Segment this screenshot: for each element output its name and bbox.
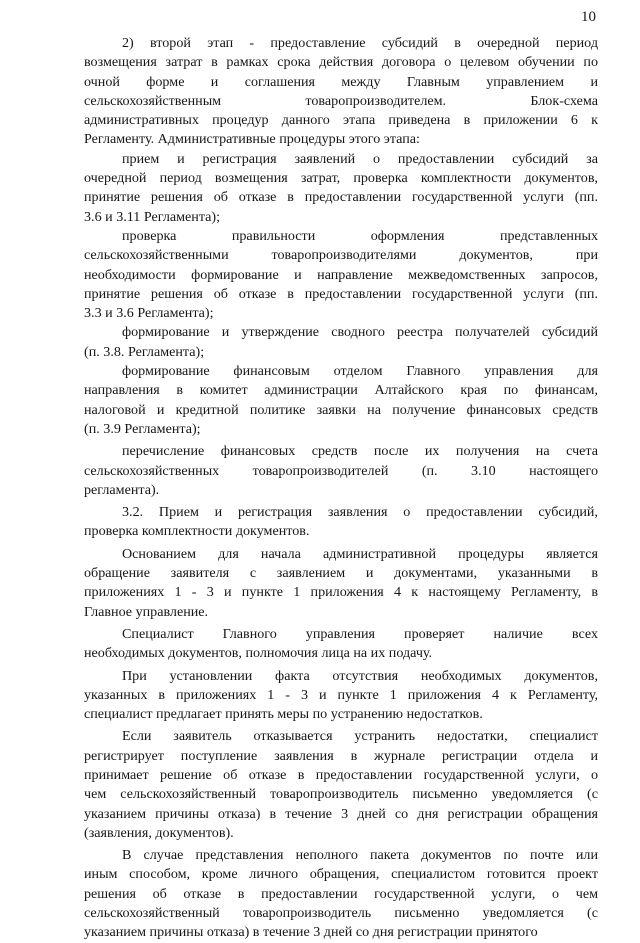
text-line: (п. 3.9 Регламента); — [84, 420, 201, 437]
text-line: очной форме и соглашения между Главным управлением и — [84, 73, 598, 90]
text-line: указанных в приложениях 1 - 3 и пункте 1 приложения 4 к Регламенту, — [84, 686, 598, 703]
text-line: проверка комплектности документов. — [84, 523, 310, 540]
text-line: указанием причины отказа) в течение 3 дней со дня регистрации обращения — [84, 805, 598, 822]
paragraph-p8 — [84, 545, 598, 622]
text-line: сельскохозяйственный товаропроизводитель письменно уведомляется (с — [84, 905, 598, 922]
text-line: очередной период возмещения затрат, проверка комплектности документов, — [84, 170, 598, 187]
paragraph-p12 — [84, 846, 598, 942]
text-line: регистрирует поступление заявления в журнале регистрации отдела и — [84, 747, 598, 764]
text-line: приложениях 1 - 3 и пункте 1 приложения 4 к настоящему Регламенту, в — [84, 584, 598, 601]
paragraph-p3 — [84, 227, 598, 323]
text-line: необходимости формирование и направление межведомственных запросов, — [84, 266, 598, 283]
text-line: регламента). — [84, 481, 160, 498]
paragraph-p10 — [84, 667, 598, 725]
document-body — [84, 34, 598, 943]
text-line: перечисление финансовых средств после их получения на счета — [122, 443, 598, 460]
text-line: Основанием для начала административной процедуры является — [122, 545, 598, 562]
text-line: принимает решение об отказе в предоставлении государственной услуги, о — [84, 766, 598, 783]
text-line: 3.2. Прием и регистрация заявления о предоставлении субсидий, — [122, 504, 598, 521]
text-line: сельскохозяйственным товаропроизводителем. Блок-схема — [84, 92, 598, 109]
paragraph-p2 — [84, 150, 598, 227]
paragraph-p4 — [84, 323, 598, 362]
paragraph-p5 — [84, 362, 598, 439]
text-line: сельскохозяйственными товаропроизводителями документов, при — [84, 247, 598, 264]
text-line: (заявления, документов). — [84, 824, 234, 841]
paragraph-p6 — [84, 442, 598, 500]
text-line: Регламенту. Административные процедуры этого этапа: — [84, 131, 420, 148]
text-line: 3.3 и 3.6 Регламента); — [84, 305, 214, 322]
text-line: иным способом, кроме личного обращения, специалистом готовится проект — [84, 866, 598, 883]
page-number: 10 — [581, 9, 596, 25]
paragraph-p7 — [84, 503, 598, 542]
text-line: указанием причины отказа) в течение 3 дней со дня регистрации принятого — [84, 924, 538, 941]
text-line: (п. 3.8. Регламента); — [84, 343, 205, 360]
text-line: специалист предлагает принять меры по устранению недостатков. — [84, 706, 483, 723]
text-line: принятие решения об отказе в предоставлении государственной услуги (пп. — [84, 285, 598, 302]
text-line: принятие решения об отказе в предоставлении государственной услуги (пп. — [84, 189, 598, 206]
text-line: формирование финансовым отделом Главного управления для — [122, 363, 598, 380]
text-line: чем сельскохозяйственный товаропроизводитель письменно уведомляется (с — [84, 786, 598, 803]
text-line: необходимых документов, полномочия лица на их подачу. — [84, 645, 433, 662]
text-line: проверка правильности оформления представленных — [122, 227, 598, 244]
text-line: Специалист Главного управления проверяет наличие всех — [122, 625, 598, 642]
text-line: формирование и утверждение сводного реестра получателей субсидий — [122, 324, 598, 341]
text-line: При установлении факта отсутствия необходимых документов, — [122, 667, 598, 684]
text-line: прием и регистрация заявлений о предоставлении субсидий за — [122, 150, 598, 167]
text-line: решения об отказе в предоставлении государственной услуги, о чем — [84, 885, 598, 902]
text-line: В случае представления неполного пакета документов по почте или — [122, 847, 598, 864]
text-line: направления в комитет администрации Алтайского края по финансам, — [84, 382, 598, 399]
text-line: Главное управление. — [84, 603, 209, 620]
text-line: 3.6 и 3.11 Регламента); — [84, 208, 221, 225]
text-line: 2) второй этап - предоставление субсидий в очередной период — [122, 35, 598, 51]
text-line: административных процедур данного этапа приведена в приложении 6 к — [84, 112, 598, 129]
text-line: обращение заявителя с заявлением и документами, указанными в — [84, 565, 598, 582]
text-line: Если заявитель отказывается устранить недостатки, специалист — [122, 728, 598, 745]
text-line: налоговой и кредитной политике заявки на получение финансовых средств — [84, 401, 598, 418]
paragraph-p11 — [84, 727, 598, 843]
text-line: возмещения затрат в рамках срока действия договора о целевом обучении по — [84, 54, 598, 71]
text-line: сельскохозяйственных товаропроизводителей (п. 3.10 настоящего — [84, 462, 598, 479]
paragraph-p9 — [84, 625, 598, 664]
paragraph-p1 — [84, 34, 598, 150]
